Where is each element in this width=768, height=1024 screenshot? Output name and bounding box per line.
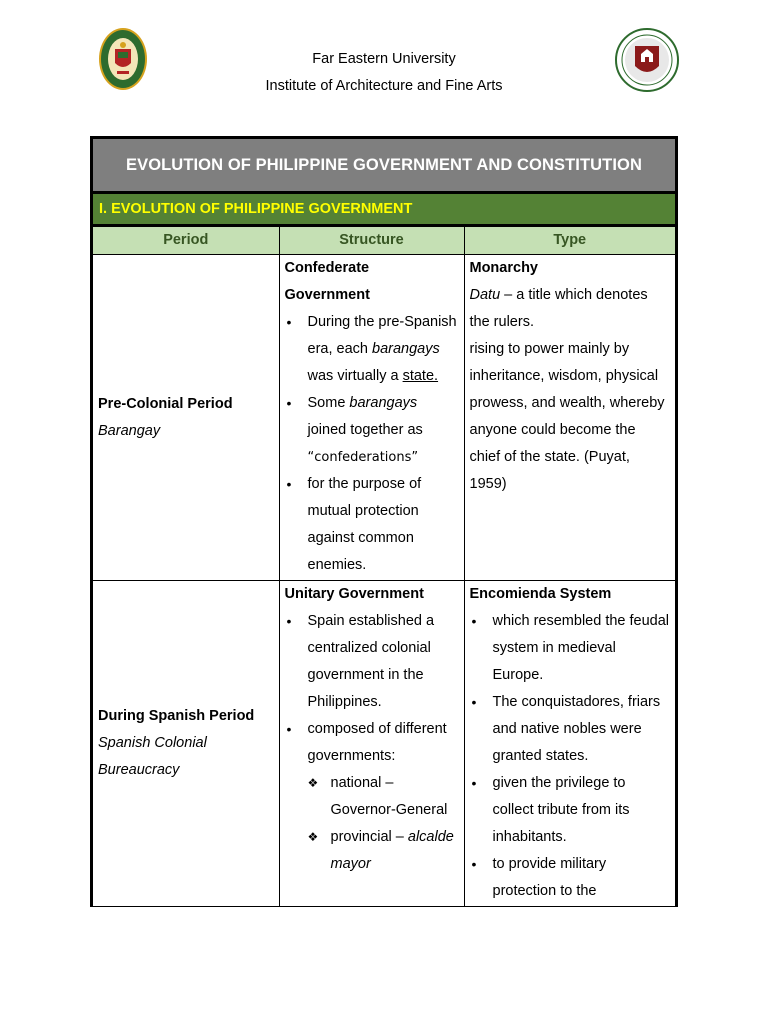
- list-item: ❖ national – Governor-General: [308, 770, 459, 824]
- structure-title: Unitary Government: [284, 586, 424, 602]
- type-paragraph: rising to power mainly by inheritance, wisdom, physical prowess, and wealth, whereby anyone could become the chief of the state. (Puyat, 1959): [469, 341, 665, 492]
- list-item: • The conquistadores, friars and native nobles were granted states.: [470, 689, 671, 770]
- list-item: • to provide military protection to the: [470, 851, 671, 905]
- type-cell: [464, 255, 675, 581]
- structure-cell: [279, 581, 464, 907]
- table-row: [93, 581, 675, 907]
- structure-list: [285, 608, 459, 878]
- type-title: Encomienda System: [469, 586, 612, 602]
- document-title: EVOLUTION OF PHILIPPINE GOVERNMENT AND CONSTITUTION: [93, 139, 675, 194]
- list-item: ❖ provincial – alcalde mayor: [308, 824, 459, 878]
- period-name: During Spanish Period: [98, 708, 255, 724]
- period-sub: Spanish Colonial Bureaucracy: [98, 735, 207, 778]
- page-header: [0, 0, 768, 120]
- period-sub: Barangay: [98, 422, 161, 439]
- structure-list: [285, 309, 459, 579]
- structure-cell: [279, 255, 464, 581]
- document-table: [90, 136, 678, 907]
- column-header-period: Period: [93, 227, 279, 255]
- institute-name: Institute of Architecture and Fine Arts: [265, 78, 503, 94]
- list-item: • Spain established a centralized colonial government in the Philippines.: [285, 608, 459, 716]
- column-header-type: Type: [464, 227, 675, 255]
- type-paragraph: Datu – a title which denotes the rulers.: [469, 287, 648, 330]
- table-header-row: [93, 227, 675, 255]
- type-title: Monarchy: [469, 260, 538, 276]
- period-cell: [93, 255, 279, 581]
- section-heading: I. EVOLUTION OF PHILIPPINE GOVERNMENT: [93, 194, 675, 226]
- list-item: • which resembled the feudal system in medieval Europe.: [470, 608, 671, 689]
- university-name: Far Eastern University: [312, 51, 456, 67]
- list-item: • given the privilege to collect tribute from its inhabitants.: [470, 770, 671, 851]
- sub-list: [308, 770, 459, 878]
- list-item: • Some barangays joined together as “confederations”: [285, 390, 459, 471]
- list-item: • composed of different governments: ❖ national – Governor-General ❖ provincial – alcalde mayor: [285, 716, 459, 878]
- column-header-structure: Structure: [279, 227, 464, 255]
- period-name: Pre-Colonial Period: [98, 395, 233, 412]
- government-table: [93, 226, 675, 907]
- list-item: • During the pre-Spanish era, each barangays was virtually a state.: [285, 309, 459, 390]
- structure-title: Confederate Government: [284, 260, 370, 303]
- type-cell: [464, 581, 675, 907]
- list-item: • for the purpose of mutual protection against common enemies.: [285, 471, 459, 579]
- iarfa-seal-icon: [615, 28, 679, 92]
- table-row: [93, 255, 675, 581]
- type-list: [470, 608, 671, 905]
- period-cell: [93, 581, 279, 907]
